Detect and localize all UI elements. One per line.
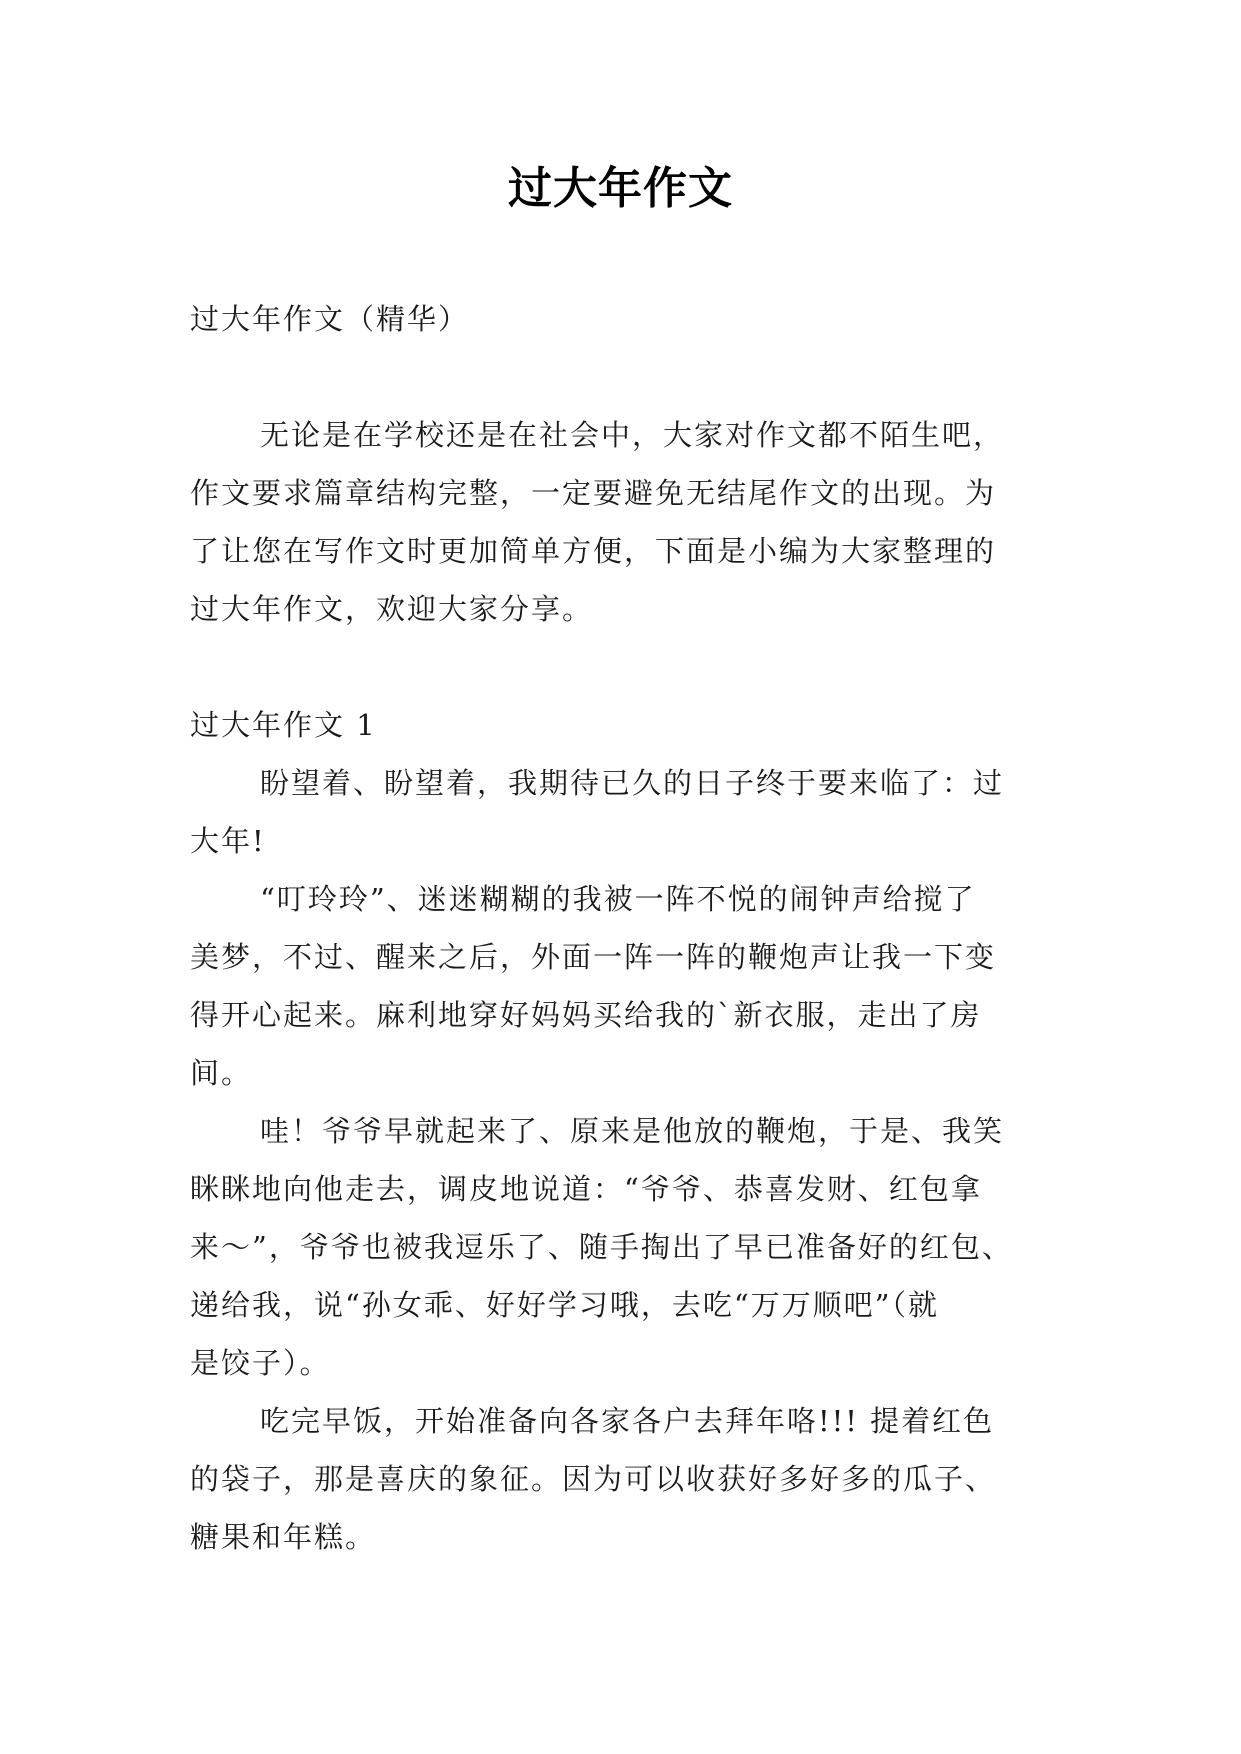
document-subtitle: 过大年作文（精华） xyxy=(190,302,470,336)
spacer xyxy=(190,638,1070,696)
paragraph-line: 糖果和年糕。 xyxy=(190,1520,377,1554)
intro-paragraph xyxy=(190,406,1070,638)
paragraph-line: 间。 xyxy=(190,1056,253,1090)
paragraph-line: 吃完早饭，开始准备向各家各户去拜年咯!!! 提着红色 xyxy=(260,1404,995,1438)
paragraph-2 xyxy=(190,870,1070,1102)
document-title: 过大年作文 xyxy=(508,163,733,214)
paragraph-line: 哇！爷爷早就起来了、原来是他放的鞭炮，于是、我笑 xyxy=(260,1114,1005,1148)
paragraph-line: 作文要求篇章结构完整，一定要避免无结尾作文的出现。为 xyxy=(190,476,997,510)
paragraph-line: “叮玲玲”、迷迷糊糊的我被一阵不悦的闹钟声给搅了 xyxy=(260,882,976,916)
paragraph-line: 无论是在学校还是在社会中，大家对作文都不陌生吧， xyxy=(260,418,1005,452)
paragraph-line: 过大年作文，欢迎大家分享。 xyxy=(190,592,594,626)
paragraph-line: 的袋子，那是喜庆的象征。因为可以收获好多好多的瓜子、 xyxy=(190,1462,997,1496)
paragraph-line: 眯眯地向他走去，调皮地说道：“爷爷、恭喜发财、红包拿 xyxy=(190,1172,982,1206)
document-body xyxy=(190,290,1070,1566)
paragraph-line: 得开心起来。麻利地穿好妈妈买给我的`新衣服，走出了房 xyxy=(190,998,982,1032)
paragraph-line: 大年! xyxy=(190,824,266,858)
paragraph-1 xyxy=(190,754,1070,870)
paragraph-line: 是饺子）。 xyxy=(190,1346,331,1380)
paragraph-line: 美梦，不过、醒来之后，外面一阵一阵的鞭炮声让我一下变 xyxy=(190,940,997,974)
paragraph-line: 来～”，爷爷也被我逗乐了、随手掏出了早已准备好的红包、 xyxy=(190,1230,1013,1264)
section-heading: 过大年作文 1 xyxy=(190,708,377,742)
paragraph-line: 递给我，说“孙女乖、好好学习哦，去吃“万万顺吧”（就 xyxy=(190,1288,939,1322)
paragraph-line: 盼望着、盼望着，我期待已久的日子终于要来临了：过 xyxy=(260,766,1005,800)
paragraph-line: 了让您在写作文时更加简单方便，下面是小编为大家整理的 xyxy=(190,534,997,568)
spacer xyxy=(190,348,1070,406)
paragraph-4 xyxy=(190,1392,1070,1566)
paragraph-3 xyxy=(190,1102,1070,1392)
